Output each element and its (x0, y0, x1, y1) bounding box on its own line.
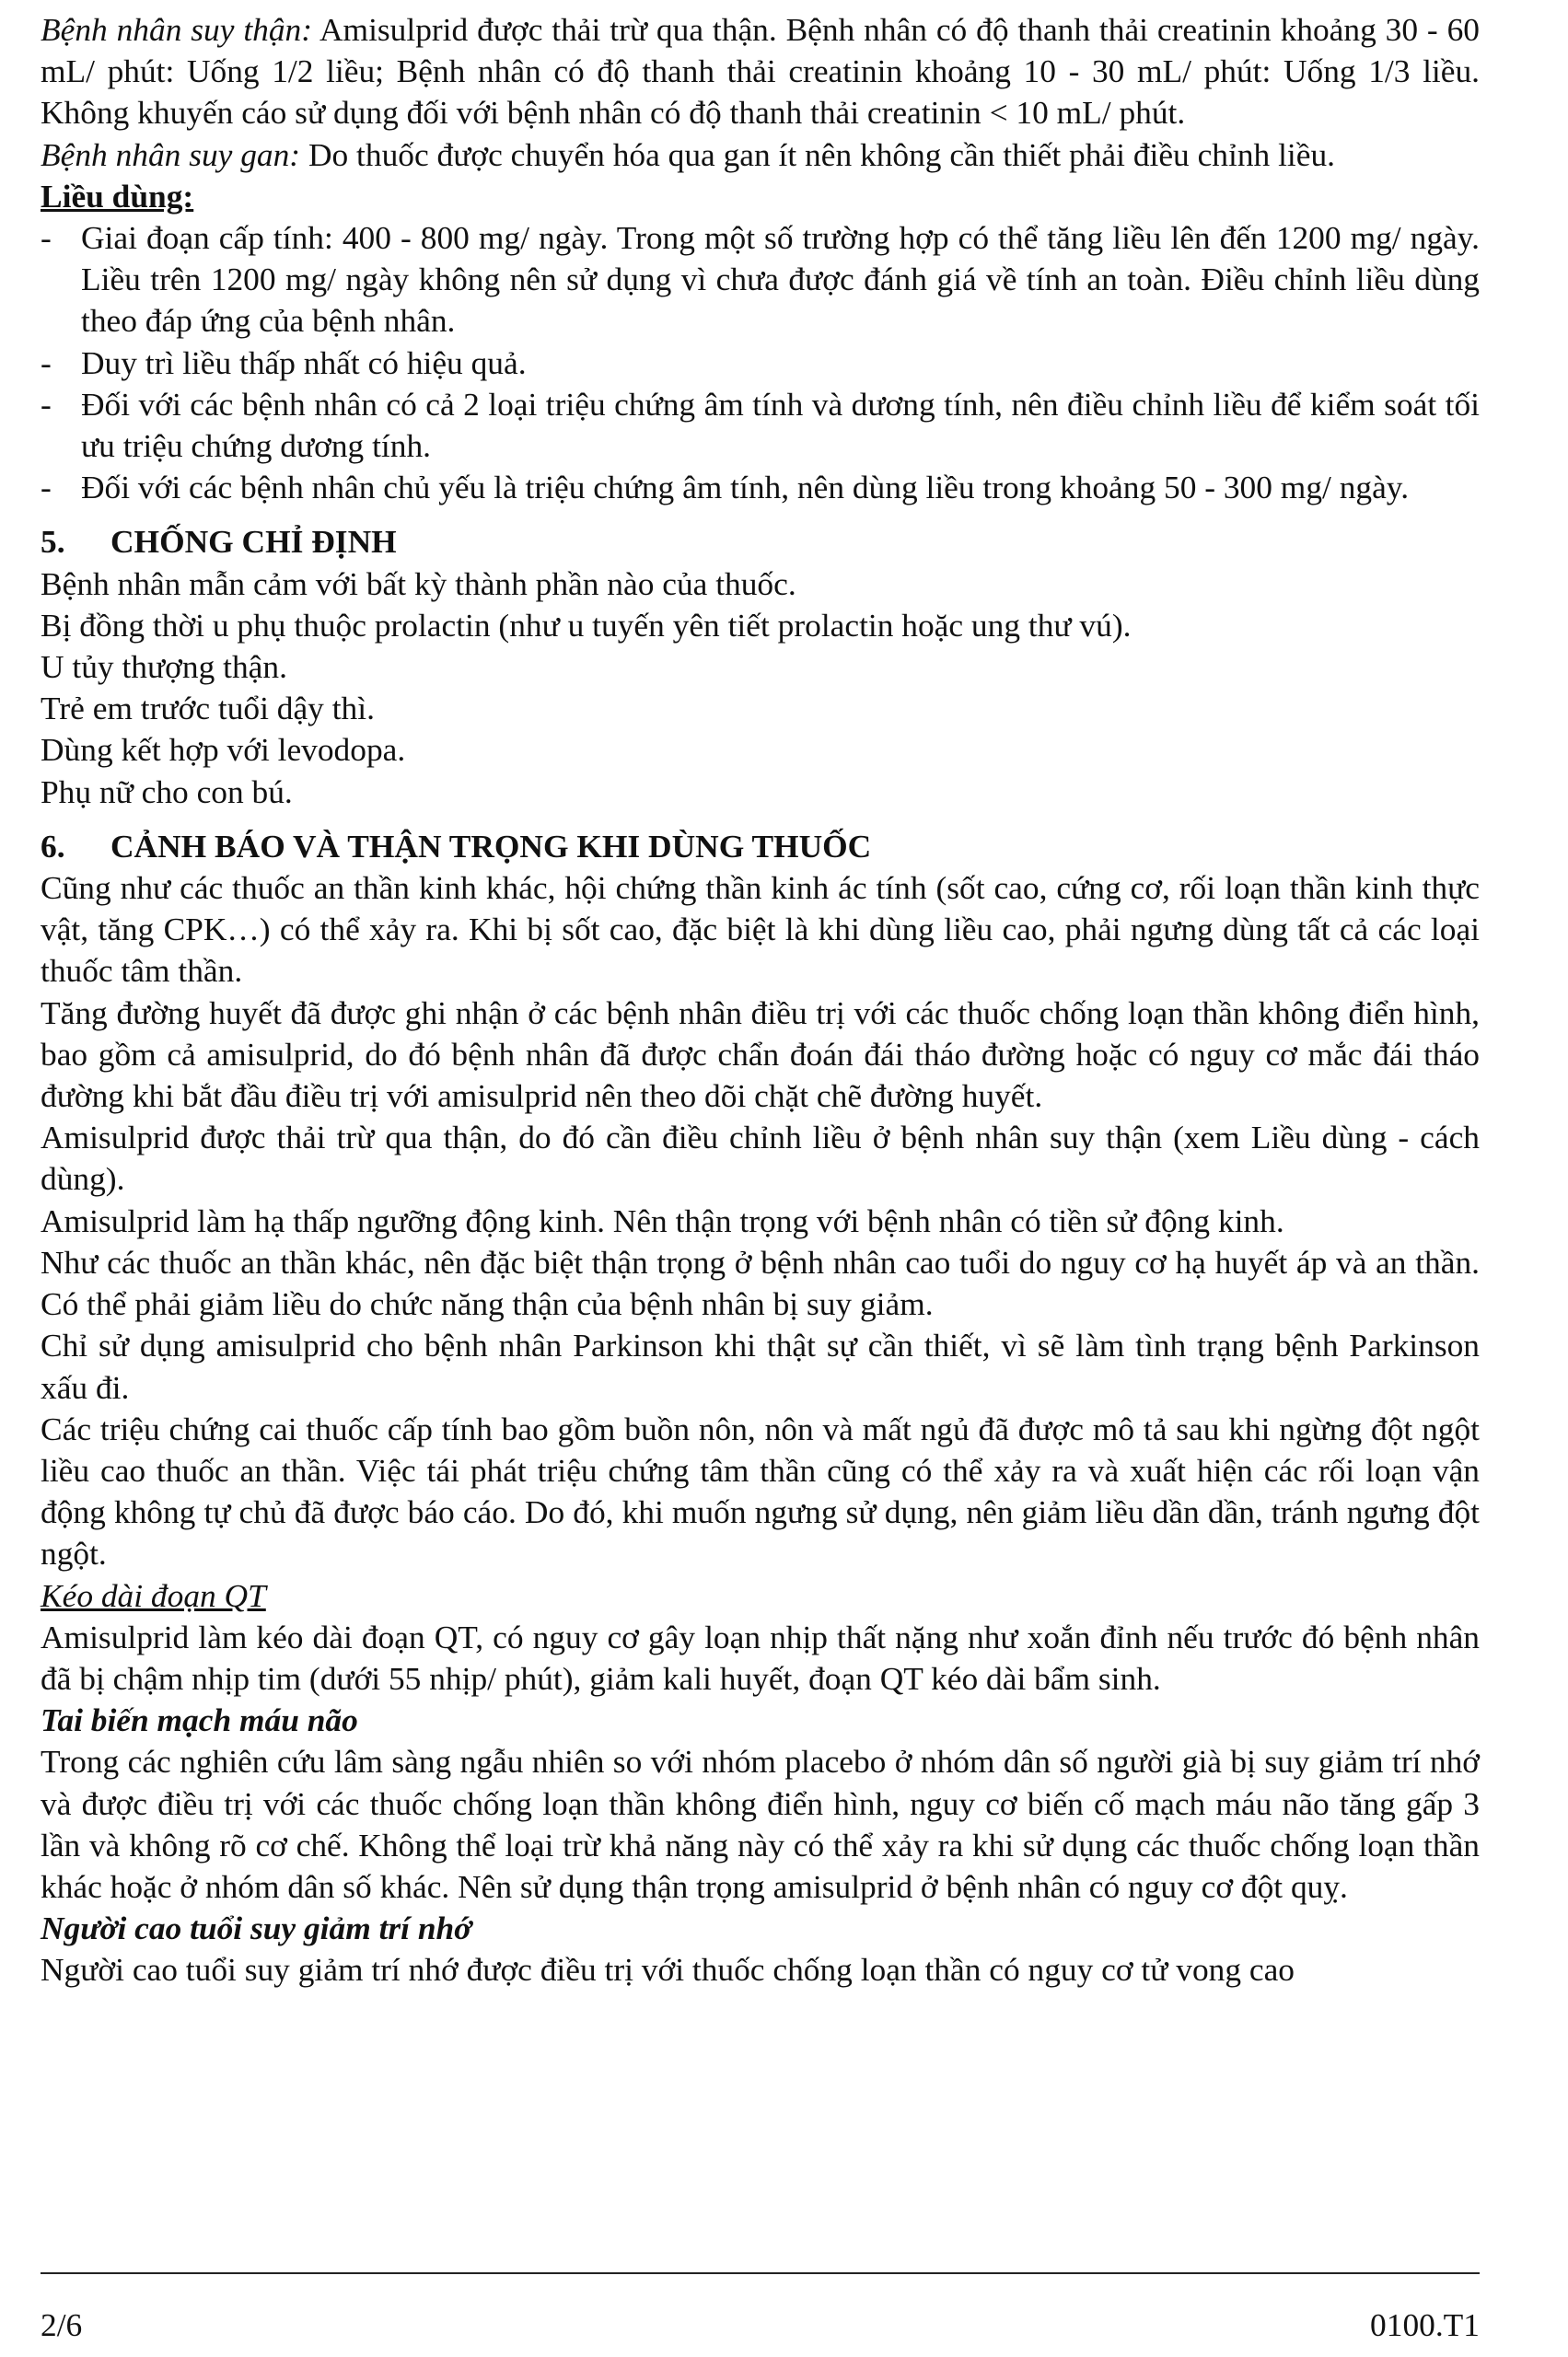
bullet-dash: - (41, 385, 52, 423)
section-title: CHỐNG CHỈ ĐỊNH (110, 523, 397, 561)
section-6-heading (41, 826, 1480, 867)
page-number: 2/6 (41, 2306, 83, 2343)
warning-paragraph: Amisulprid được thải trừ qua thận, do đó cần điều chỉnh liều ở bệnh nhân suy thận (xem Liều dùng - cách dùng). (41, 1119, 1480, 1198)
qt-prolongation-text: Amisulprid làm kéo dài đoạn QT, có nguy cơ gây loạn nhịp thất nặng như xoắn đỉnh nếu trước đó bệnh nhân đã bị chậm nhịp tim (dưới 55 nhịp/ phút), giảm kali huyết, đoạn QT kéo dài bẩm sinh. (41, 1618, 1480, 1697)
dosage-item-text: Giai đoạn cấp tính: 400 - 800 mg/ ngày. Trong một số trường hợp có thể tăng liều lên đến 1200 mg/ ngày. Liều trên 1200 mg/ ngày không nên sử dụng vì chưa được đánh giá về tính an toàn. Điều chỉnh liều dùng theo đáp ứng của bệnh nhân. (81, 219, 1480, 340)
document-code: 0100.T1 (1370, 2306, 1480, 2343)
dosage-item (41, 467, 1480, 508)
section-5-heading (41, 521, 1480, 563)
contraindication-line: Bị đồng thời u phụ thuộc prolactin (như u tuyến yên tiết prolactin hoặc ung thư vú). (41, 606, 1132, 644)
footer-divider (41, 2272, 1480, 2274)
warning-paragraph: Cũng như các thuốc an thần kinh khác, hội chứng thần kinh ác tính (sốt cao, cứng cơ, rối loạn thần kinh thực vật, tăng CPK…) có thể xảy ra. Khi bị sốt cao, đặc biệt là khi dùng liều cao, phải ngưng dùng tất cả các loại thuốc tâm thần. (41, 869, 1480, 990)
dosage-heading: Liều dùng: (41, 177, 194, 215)
dosage-item (41, 217, 1480, 343)
hepatic-impairment-paragraph (41, 134, 1480, 176)
bullet-dash: - (41, 219, 52, 257)
dosage-item (41, 343, 1480, 384)
contraindication-line: U tủy thượng thận. (41, 648, 287, 686)
elderly-dementia-heading: Người cao tuổi suy giảm trí nhớ (41, 1910, 472, 1947)
bullet-dash: - (41, 343, 52, 381)
hepatic-impairment-label: Bệnh nhân suy gan: (41, 135, 301, 173)
elderly-dementia-text: Người cao tuổi suy giảm trí nhớ được điều trị với thuốc chống loạn thần có nguy cơ tử vong cao (41, 1951, 1295, 1989)
warning-paragraph: Như các thuốc an thần khác, nên đặc biệt thận trọng ở bệnh nhân cao tuổi do nguy cơ hạ huyết áp và an thần. Có thể phải giảm liều do chức năng thận của bệnh nhân bị suy giảm. (41, 1243, 1480, 1323)
contraindication-line: Bệnh nhân mẫn cảm với bất kỳ thành phần nào của thuốc. (41, 564, 796, 602)
dosage-item-text: Duy trì liều thấp nhất có hiệu quả. (81, 343, 527, 381)
renal-impairment-paragraph (41, 9, 1480, 134)
stroke-text: Trong các nghiên cứu lâm sàng ngẫu nhiên so với nhóm placebo ở nhóm dân số người già bị suy giảm trí nhớ và được điều trị với các thuốc chống loạn thần không điển hình, nguy cơ biến cố mạch máu não tăng gấp 3 lần và không rõ cơ chế. Không thể loại trừ khả năng này có thể xảy ra khi sử dụng các thuốc chống loạn thần khác hoặc ở nhóm dân số khác. Nên sử dụng thận trọng amisulprid ở bệnh nhân có nguy cơ đột quỵ. (41, 1743, 1480, 1905)
qt-prolongation-heading: Kéo dài đoạn QT (41, 1576, 266, 1614)
dosage-item-text: Đối với các bệnh nhân chủ yếu là triệu chứng âm tính, nên dùng liều trong khoảng 50 - 300 mg/ ngày. (81, 469, 1410, 506)
renal-impairment-label: Bệnh nhân suy thận: (41, 11, 313, 48)
contraindication-line: Trẻ em trước tuổi dậy thì. (41, 690, 375, 727)
warning-paragraph: Các triệu chứng cai thuốc cấp tính bao gồm buồn nôn, nôn và mất ngủ đã được mô tả sau khi ngừng đột ngột liều cao thuốc an thần. Việc tái phát triệu chứng tâm thần cũng có thể xảy ra và xuất hiện các rối loạn vận động không tự chủ đã được báo cáo. Do đó, khi muốn ngưng sử dụng, nên giảm liều dần dần, tránh ngưng đột ngột. (41, 1410, 1480, 1573)
contraindication-line: Phụ nữ cho con bú. (41, 772, 293, 810)
warning-paragraph: Chỉ sử dụng amisulprid cho bệnh nhân Parkinson khi thật sự cần thiết, vì sẽ làm tình trạng bệnh Parkinson xấu đi. (41, 1327, 1480, 1406)
warning-paragraph: Amisulprid làm hạ thấp ngưỡng động kinh. Nên thận trọng với bệnh nhân có tiền sử động kinh. (41, 1202, 1284, 1239)
dosage-list (41, 217, 1480, 508)
warning-paragraph: Tăng đường huyết đã được ghi nhận ở các bệnh nhân điều trị với các thuốc chống loạn thần không điển hình, bao gồm cả amisulprid, do đó bệnh nhân đã được chẩn đoán đái tháo đường hoặc có nguy cơ mắc đái tháo đường khi bắt đầu điều trị với amisulprid nên theo dõi chặt chẽ đường huyết. (41, 993, 1480, 1115)
dosage-item (41, 384, 1480, 467)
stroke-heading: Tai biến mạch máu não (41, 1701, 358, 1739)
bullet-dash: - (41, 469, 52, 506)
section-number: 6. (41, 827, 65, 865)
hepatic-impairment-text: Do thuốc được chuyển hóa qua gan ít nên không cần thiết phải điều chỉnh liều. (300, 135, 1335, 173)
section-number: 5. (41, 523, 65, 561)
renal-impairment-text: Amisulprid được thải trừ qua thận. Bệnh nhân có độ thanh thải creatinin khoảng 30 - 60 mL/ phút: Uống 1/2 liều; Bệnh nhân có độ thanh thải creatinin khoảng 10 - 30 mL/ phút: Uống 1/3 liều. Không khuyến cáo sử dụng đối với bệnh nhân có độ thanh thải creatinin < 10 mL/ phút. (41, 11, 1480, 132)
section-title: CẢNH BÁO VÀ THẬN TRỌNG KHI DÙNG THUỐC (110, 827, 872, 865)
contraindication-line: Dùng kết hợp với levodopa. (41, 731, 406, 769)
dosage-item-text: Đối với các bệnh nhân có cả 2 loại triệu chứng âm tính và dương tính, nên điều chỉnh liều để kiểm soát tối ưu triệu chứng dương tính. (81, 385, 1480, 465)
